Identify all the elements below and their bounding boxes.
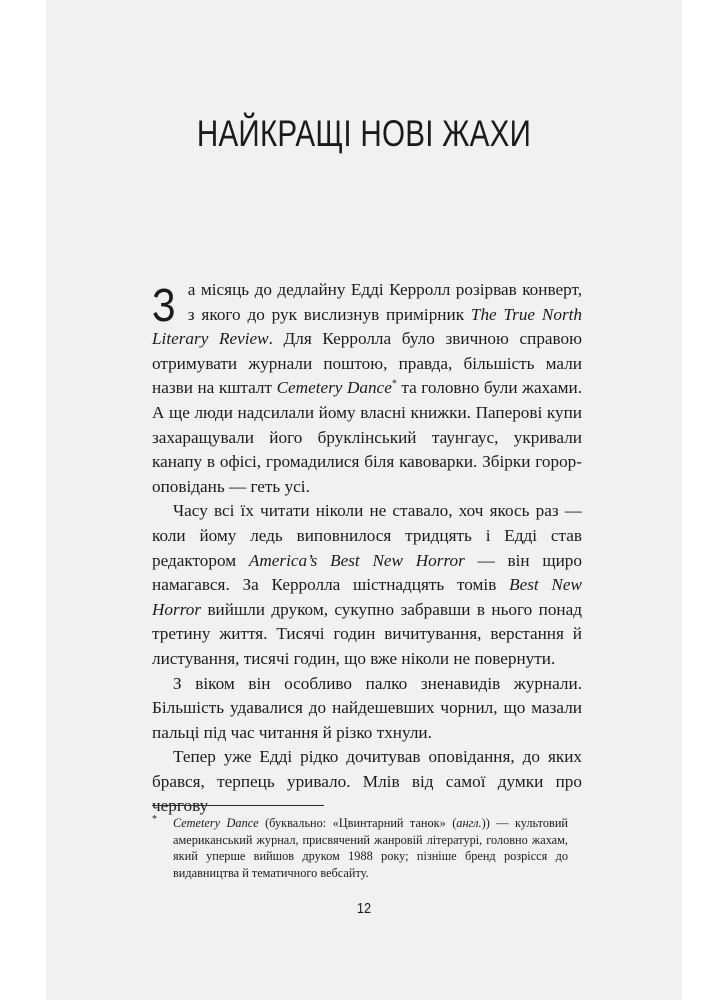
title-italic: Cemetery Dance — [173, 816, 259, 830]
text-run: вийшли друком, сукупно забравши в нього понад третину життя. Тисячі годин вичитування, верстання й листування, тисячі годин, що вже ніколи не повернути. — [152, 599, 582, 668]
text-run: — він щиро намагався. За Керролла шістнадцять томів — [152, 550, 582, 595]
footnote-divider — [152, 805, 324, 806]
body-text — [152, 278, 582, 819]
abbrev-italic: англ. — [456, 816, 482, 830]
text-run: . Для Керролла було звичною справою отримувати журнали поштою, правда, більшість мали назви на кшталт — [152, 329, 582, 398]
paragraph-3: З віком він особливо палко зненавидів журнали. Більшість удавалися до найдешевших чорнил, що мазали пальці під час читання й різко тхнули. — [152, 673, 582, 742]
paragraph-1 — [152, 278, 582, 499]
paragraph-4: Тепер уже Едді рідко дочитував оповідання, до яких брався, терпець уривало. Млів від самої думки про чергову — [152, 747, 582, 816]
text-run: )) — культовий американський журнал, присвячений жанровій літературі, головно жахам, який уперше вийшов друком 1988 року; пізніше бренд розрісся до видавництва й тематичного вебсайту. — [173, 816, 568, 880]
chapter-title: НАЙКРАЩІ НОВІ ЖАХИ — [196, 113, 532, 154]
drop-cap: З — [152, 279, 176, 331]
footnote — [152, 815, 568, 881]
right-margin — [682, 0, 728, 1000]
page-number: 12 — [356, 900, 372, 917]
footnote-mark: * — [152, 814, 157, 825]
footnote-reference: * — [391, 378, 397, 390]
title-italic: America’s Best New Horror — [248, 550, 465, 570]
book-page — [46, 0, 682, 1000]
text-run: а місяць до дедлайну Едді Керролл розірвав конверт, з якого до рук вислизнув примірник — [187, 280, 582, 324]
paragraph-2 — [152, 499, 582, 671]
text-run: Часу всі їх читати ніколи не ставало, хоч якось раз — коли йому ледь виповнилося тридцять і Едді став редактором — [152, 501, 582, 570]
text-run: та головно були жахами. А ще люди надсилали йому власні книжки. Паперові купи захаращували його бруклінський таунгаус, укривали канапу в офісі, громадилися біля кавоварки. Збірки горор-оповідань — геть усі. — [152, 378, 582, 496]
text-run: (буквально: «Цвинтарний танок» ( — [258, 816, 457, 830]
title-italic: The True North Literary Review — [152, 304, 582, 349]
left-margin — [0, 0, 46, 1000]
title-italic: Best New Horror — [152, 575, 582, 619]
title-italic: Cemetery Dance — [276, 378, 392, 398]
footnote-text — [152, 815, 568, 881]
